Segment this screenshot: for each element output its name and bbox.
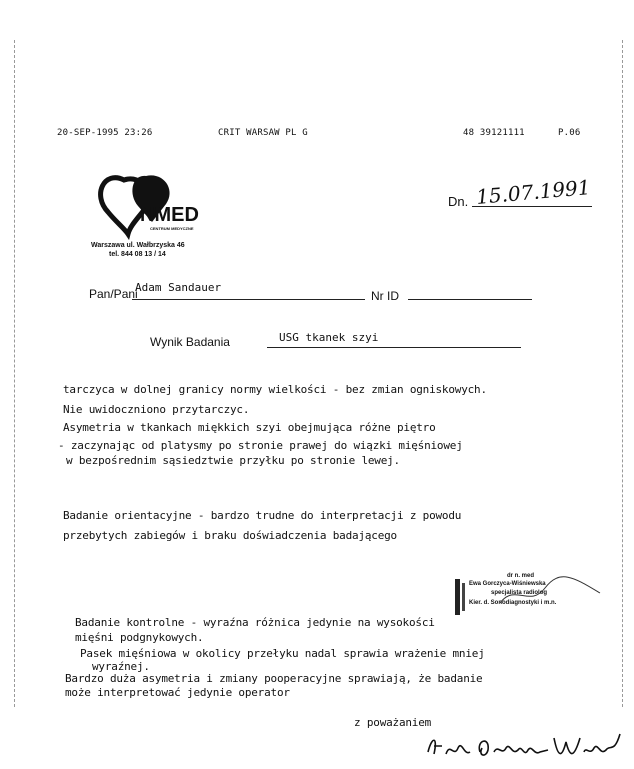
finding-line: Nie uwidoczniono przytarczyc. (63, 403, 250, 416)
handwritten-signature (424, 728, 624, 764)
clinic-address: Warszawa ul. Wałbrzyska 46 (91, 242, 185, 249)
patient-underline (132, 299, 365, 300)
scan-edge-right (622, 40, 624, 707)
stamp-line: Kier. d. Sonodiagnostyki i m.n. (469, 600, 557, 606)
note-line: mięśni podgnykowych. (75, 631, 204, 644)
exam-underline (267, 347, 521, 348)
fax-number: 48 39121111 (463, 128, 525, 138)
scan-edge-left (14, 40, 16, 707)
stamp-signature-scribble-icon (495, 573, 605, 613)
stamp-line: specjalista radiolog (491, 590, 548, 596)
clinic-logo (94, 170, 224, 240)
date-label: Dn. (448, 194, 469, 209)
exam-value: USG tkanek szyi (279, 331, 379, 344)
logo-text: NMED (140, 204, 199, 226)
note-line: wyraźnej. (92, 660, 150, 673)
patient-label: Pan/Pani (89, 287, 138, 301)
logo-subtitle: CENTRUM MEDYCZNE (150, 226, 194, 231)
stamp-line: dr n. med (507, 573, 535, 579)
fax-page: P.06 (558, 128, 581, 138)
note-line: Badanie kontrolne - wyraźna różnica jedynie na wysokości (75, 616, 435, 629)
date-value: 15.07.1991 (475, 175, 592, 209)
finding-line: - zaczynając od platysmy po stronie prawej do wiązki mięśniowej (58, 439, 463, 452)
fax-sender: CRIT WARSAW PL G (218, 128, 308, 138)
signature-icon (424, 728, 624, 764)
closing-text: z poważaniem (354, 716, 432, 729)
conclusion-line: Badanie orientacyjne - bardzo trudne do interpretacji z powodu (63, 509, 462, 522)
id-underline (408, 299, 532, 300)
date-underline (472, 206, 592, 207)
doctor-stamp (455, 573, 605, 615)
patient-name: Adam Sandauer (135, 281, 222, 294)
finding-line: Asymetria w tkankach miękkich szyi obejmująca różne piętro (63, 421, 436, 434)
fax-datetime: 20-SEP-1995 23:26 (57, 128, 153, 138)
note-line: Bardzo duża asymetria i zmiany pooperacyjne sprawiają, że badanie (65, 672, 483, 685)
clinic-phone: tel. 844 08 13 / 14 (109, 251, 166, 258)
note-line: Pasek mięśniowa w okolicy przełyku nadal sprawia wrażenie mniej (80, 647, 485, 660)
exam-label: Wynik Badania (150, 335, 230, 349)
finding-line: w bezpośrednim sąsiedztwie przyłku po stronie lewej. (66, 454, 400, 467)
stamp-line: Ewa Gorczyca-Wiśniewska (469, 581, 546, 587)
id-label: Nr ID (371, 289, 399, 303)
finding-line: tarczyca w dolnej granicy normy wielkości - bez zmian ogniskowych. (63, 383, 487, 396)
stamp-bars-icon (455, 579, 467, 615)
note-line: może interpretować jedynie operator (65, 686, 290, 699)
conclusion-line: przebytych zabiegów i braku doświadczenia badającego (63, 529, 397, 542)
